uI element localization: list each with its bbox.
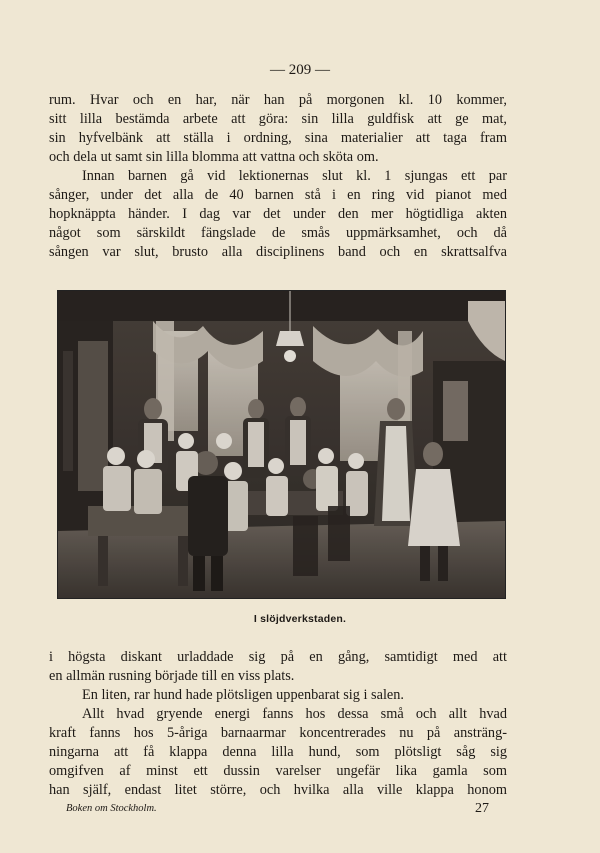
text-line: kraft fanns hos 5-åriga barnaarmar koncentrerades nu på ansträng-: [49, 725, 507, 741]
figure-caption: I slöjdverkstaden.: [253, 613, 347, 625]
paragraph-top: [49, 91, 507, 262]
text-line: rum. Hvar och en har, när han på morgonen kl. 10 kommer,: [49, 92, 507, 108]
text-line: hopknäppta händer. I dag var det under den mer högtidliga akten: [49, 206, 507, 222]
text-line: Allt hvad gryende energi fanns hos dessa små och allt hvad: [82, 706, 507, 722]
footer-signature-number: 27: [475, 801, 489, 816]
text-line: sin hyfvelbänk att ställa i ordning, sina materialier att taga fram: [49, 130, 507, 146]
text-line: något som särskildt fängslade de smås uppmärksamhet, och då: [49, 225, 507, 241]
text-line: sången var slut, brusto alla disciplinens band och en skrattsalfva: [49, 244, 507, 260]
workshop-photograph: [57, 290, 506, 599]
text-line: Innan barnen gå vid lektionernas slut kl. 1 sjungas ett par: [82, 168, 507, 184]
text-line: omgifven af minst ett dussin varelser ungefär lika gamla som: [49, 763, 507, 779]
text-line: ningarna att få klappa denna lilla hund, som plötsligt såg sig: [49, 744, 507, 760]
text-line: sånger, under det alla de 40 barnen stå i en ring vid pianot med: [49, 187, 507, 203]
footer-book-title: Boken om Stockholm.: [66, 803, 157, 814]
text-line: En liten, rar hund hade plötsligen uppenbarat sig i salen.: [82, 687, 404, 703]
text-line: han själf, endast litet större, och hvilka alla ville klappa honom: [49, 782, 507, 798]
text-line: i högsta diskant urladdade sig på en gång, samtidigt med att: [49, 649, 507, 665]
text-line: sitt lilla bestämda arbete att göra: sin lilla guldfisk att ge mat,: [49, 111, 507, 127]
paragraph-bottom: [49, 648, 507, 800]
page-number: — 209 —: [270, 62, 330, 78]
photo-illustration: [58, 291, 505, 598]
text-line: och dela ut samt sin lilla blomma att vattna och sköta om.: [49, 149, 379, 165]
text-line: en allmän rusning började till en viss plats.: [49, 668, 295, 684]
